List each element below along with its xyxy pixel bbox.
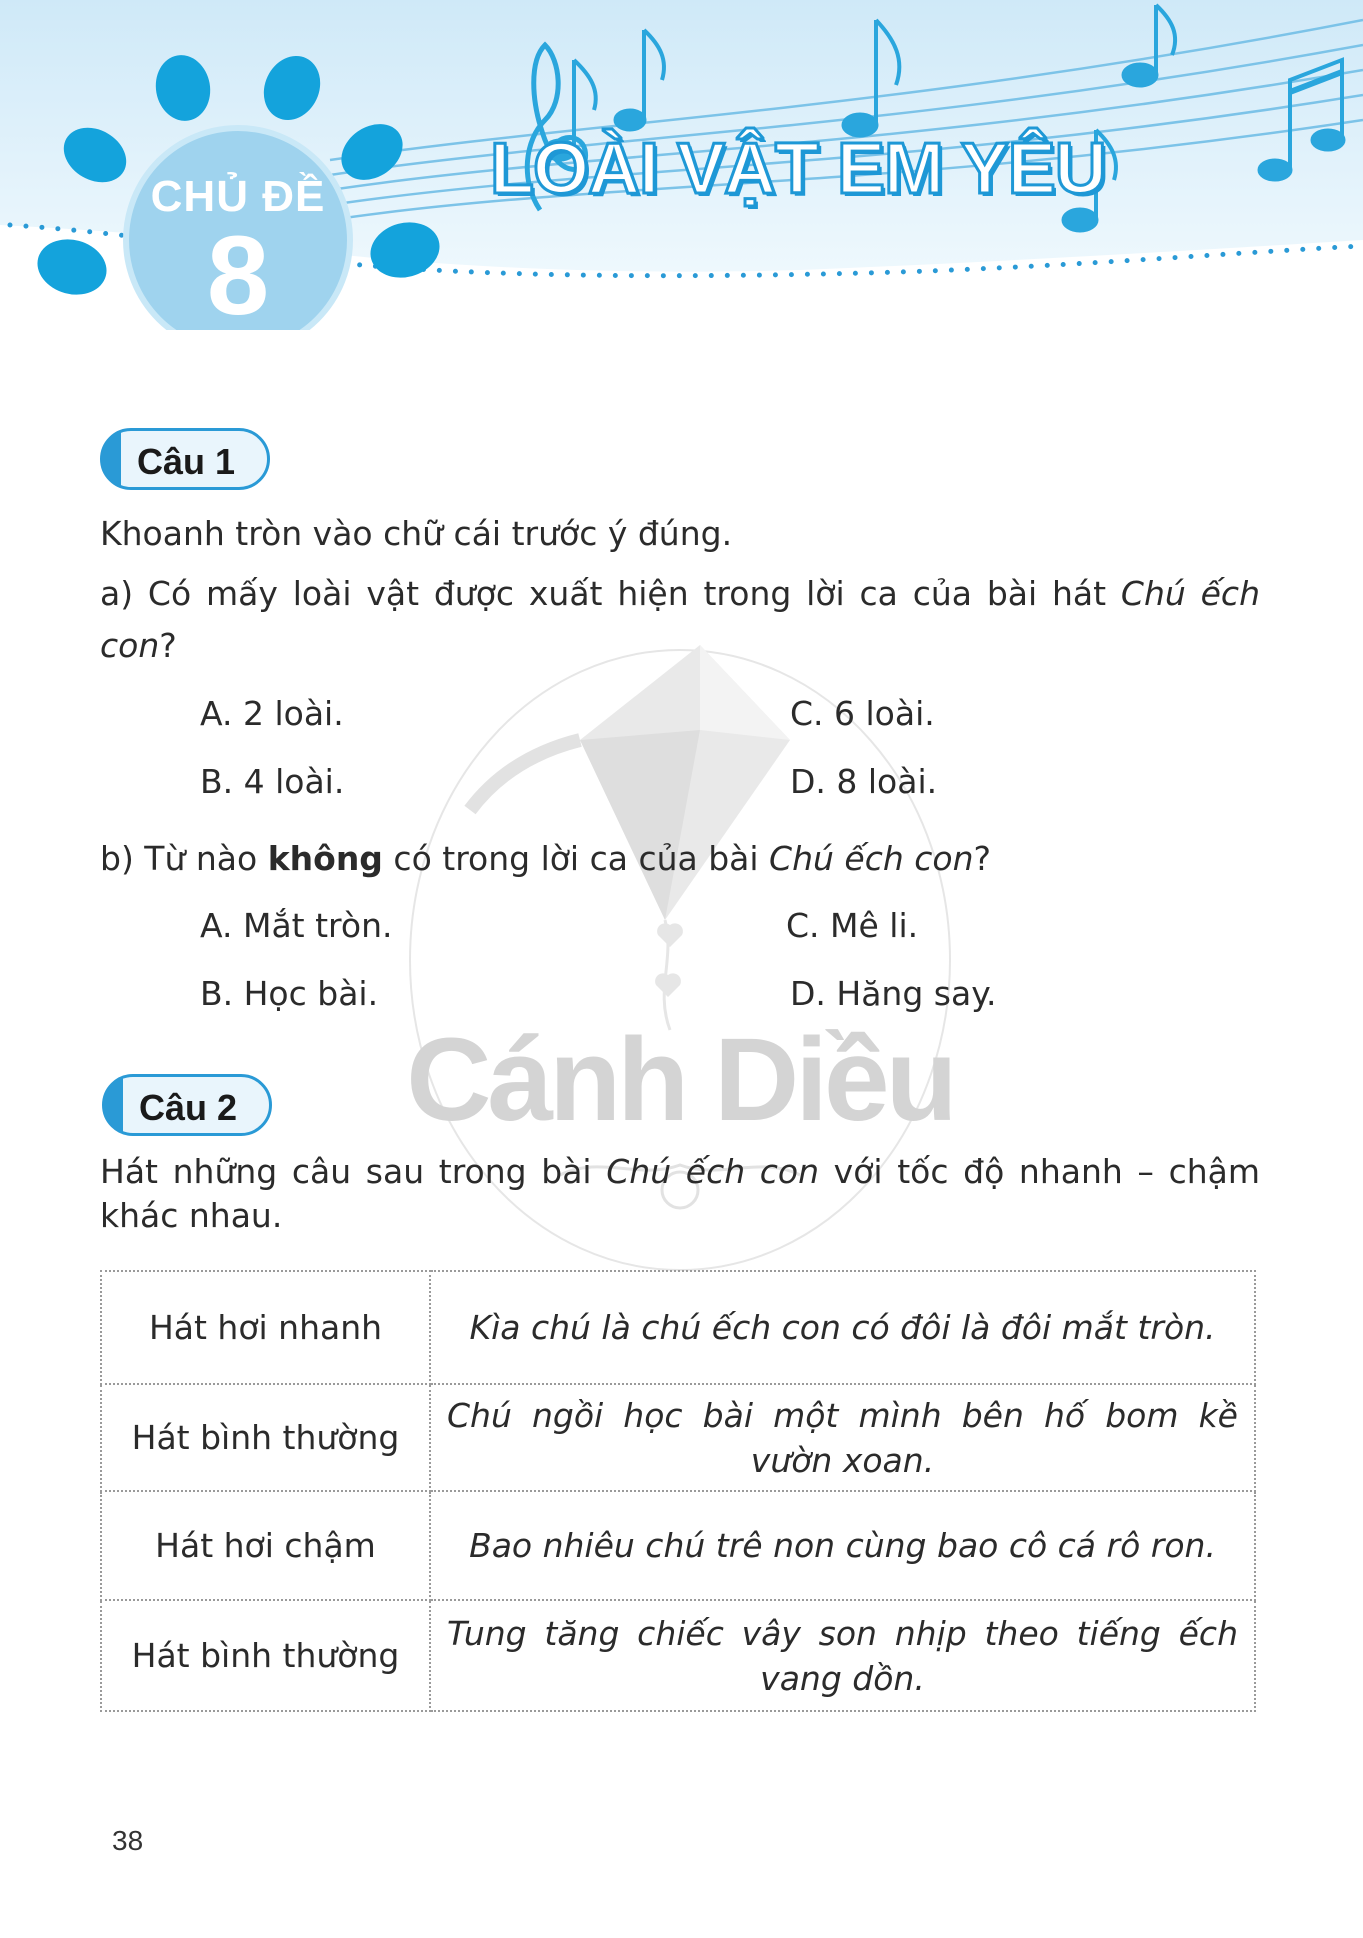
topic-label: CHỦ ĐỀ — [150, 172, 326, 221]
question-1-instruction: Khoanh tròn vào chữ cái trước ý đúng. — [100, 514, 733, 553]
page-number: 38 — [112, 1825, 144, 1856]
option-1b-D[interactable]: D. Hăng say. — [790, 974, 997, 1013]
chapter-header — [0, 0, 1363, 338]
lyric-cell: Tung tăng chiếc vây son nhịp theo tiếng ếch vang dồn. — [430, 1600, 1255, 1711]
song-title: Chú ếch con — [769, 839, 974, 878]
tempo-cell: Hát hơi chậm — [101, 1491, 430, 1600]
lyric-cell: Kìa chú là chú ếch con có đôi là đôi mắt tròn. — [430, 1271, 1255, 1384]
prompt-mid: có trong lời ca của bài — [382, 839, 770, 878]
tempo-cell: Hát bình thường — [101, 1384, 430, 1491]
question-2-label: Câu 2 — [139, 1087, 238, 1128]
question-1a-prompt — [100, 568, 1260, 672]
prompt-end: ? — [159, 626, 177, 665]
question-1-badge — [100, 428, 270, 490]
prompt-text: a) Có mấy loài vật được xuất hiện trong lời ca của bài hát — [100, 574, 1121, 613]
lyric-cell: Chú ngồi học bài một mình bên hố bom kề vườn xoan. — [430, 1384, 1255, 1491]
question-1-label: Câu 1 — [137, 441, 236, 482]
table-row — [101, 1271, 1255, 1384]
option-1a-B[interactable]: B. 4 loài. — [200, 762, 345, 801]
prompt-end: với tốc độ nhanh – chậm khác nhau. — [100, 1152, 1261, 1235]
lyric-cell: Bao nhiêu chú trê non cùng bao cô cá rô ron. — [430, 1491, 1255, 1600]
table-row — [101, 1600, 1255, 1711]
tempo-lyrics-table — [100, 1270, 1256, 1712]
song-title: Chú ếch con — [606, 1152, 820, 1191]
option-1a-C[interactable]: C. 6 loài. — [790, 694, 935, 733]
option-1b-B[interactable]: B. Học bài. — [200, 974, 379, 1013]
question-1b-prompt — [100, 833, 991, 885]
question-2-badge — [102, 1074, 272, 1136]
unit-title: LOÀI VẬT EM YÊU — [490, 129, 1106, 209]
option-1b-C[interactable]: C. Mê li. — [786, 906, 919, 945]
topic-number: 8 — [206, 213, 270, 338]
option-1a-D[interactable]: D. 8 loài. — [790, 762, 938, 801]
song-title: Chú ếch con — [100, 574, 1260, 665]
option-1a-A[interactable]: A. 2 loài. — [200, 694, 344, 733]
prompt-end: ? — [973, 839, 992, 878]
table-row — [101, 1491, 1255, 1600]
emphasis-word: không — [267, 839, 383, 878]
prompt-start: Hát những câu sau trong bài — [100, 1152, 607, 1191]
question-2-prompt — [100, 1150, 1260, 1238]
watermark-text: Cánh Diều — [406, 1014, 954, 1146]
tempo-cell: Hát bình thường — [101, 1600, 430, 1711]
tempo-cell: Hát hơi nhanh — [101, 1271, 430, 1384]
prompt-start: b) Từ nào — [100, 839, 268, 878]
option-1b-A[interactable]: A. Mắt tròn. — [200, 906, 393, 945]
table-row — [101, 1384, 1255, 1491]
